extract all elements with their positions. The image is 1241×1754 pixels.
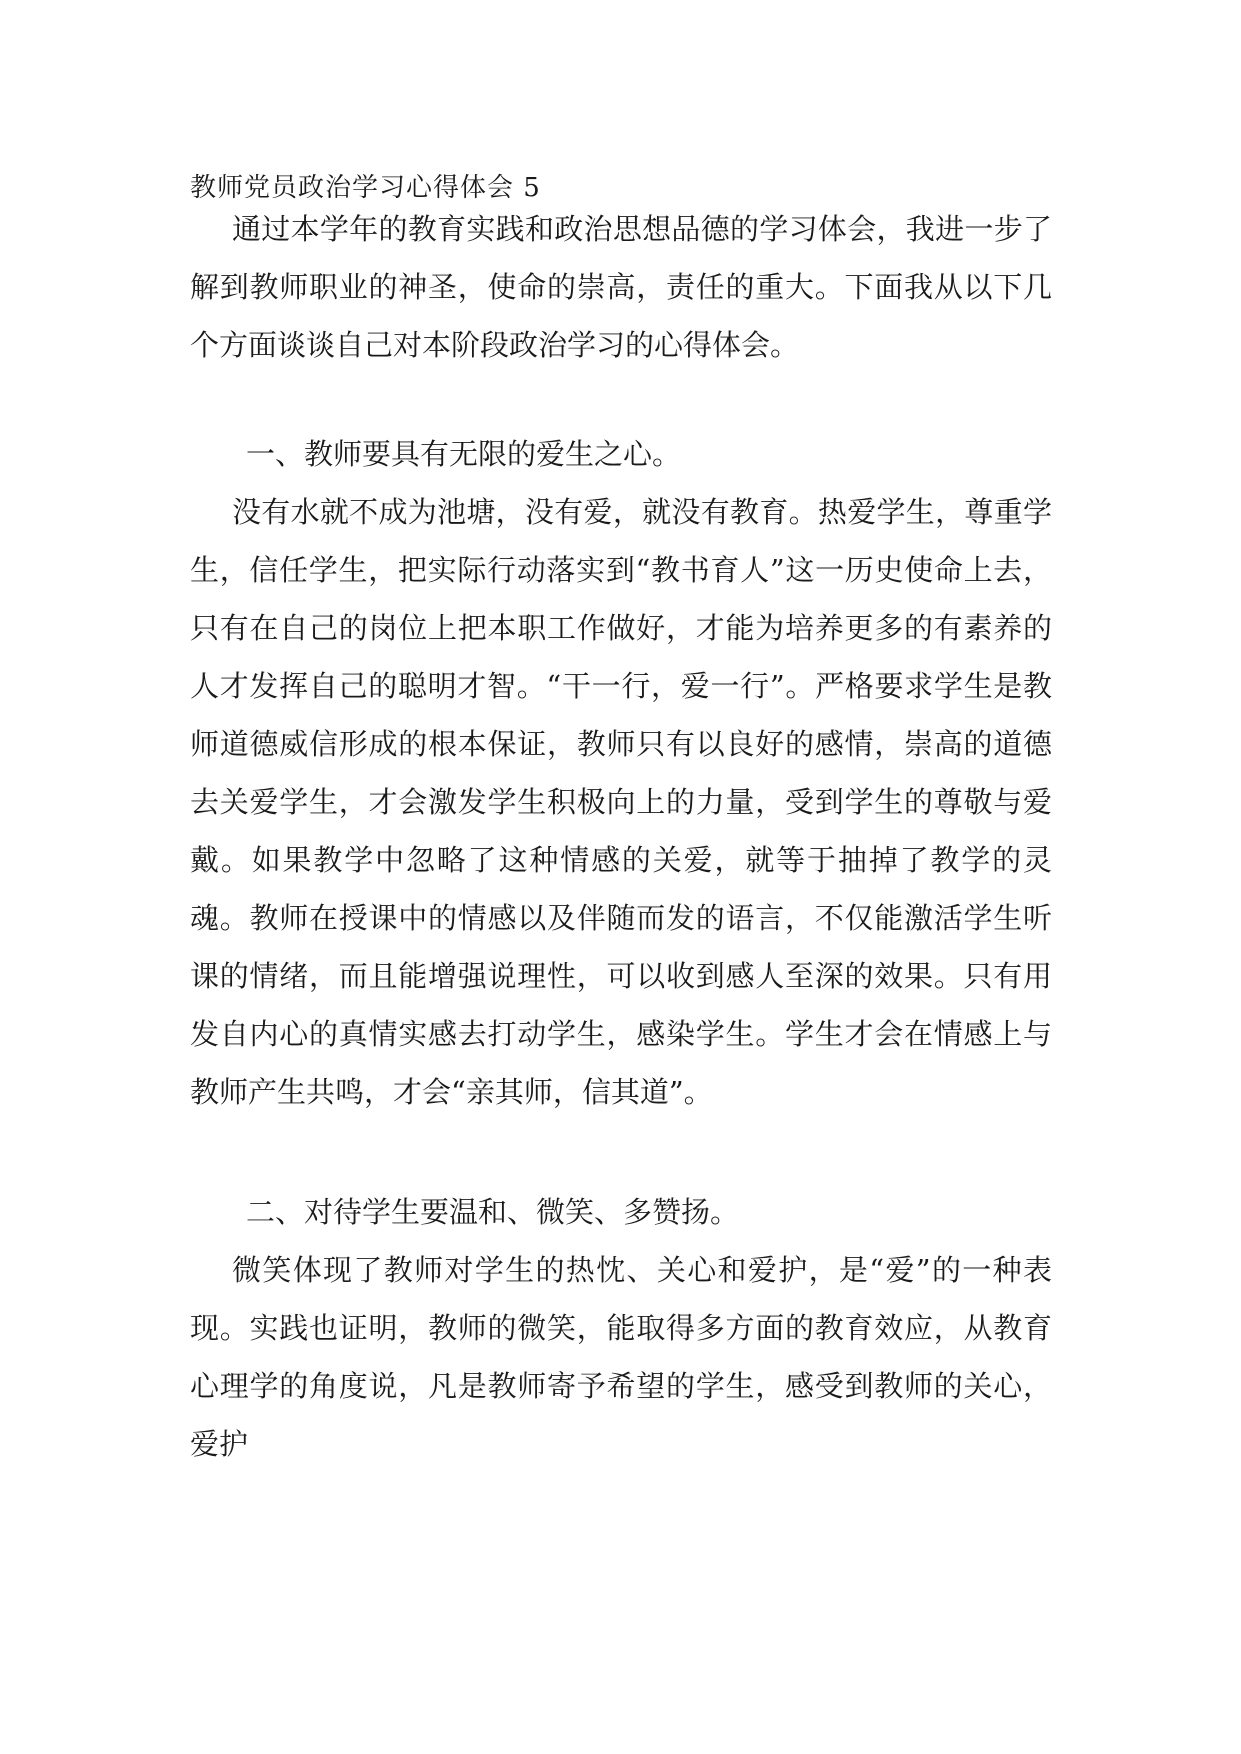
section-2-heading: 二、对待学生要温和、微笑、多赞扬。	[246, 1195, 740, 1229]
intro-paragraph: 通过本学年的教育实践和政治思想品德的学习体会，我进一步了解到教师职业的神圣，使命的崇高，责任的重大。下面我从以下几个方面谈谈自己对本阶段政治学习的心得体会。	[190, 212, 1052, 362]
document-title: 教师党员政治学习心得体会 5	[190, 173, 541, 203]
section-1-paragraph: 没有水就不成为池塘，没有爱，就没有教育。热爱学生，尊重学生，信任学生，把实际行动落实到“教书育人”这一历史使命上去，只有在自己的岗位上把本职工作做好，才能为培养更多的有素养的人才发挥自己的聪明才智。“干一行，爱一行”。严格要求学生是教师道德威信形成的根本保证，教师只有以良好的感情，崇高的道德去关爱学生，才会激发学生积极向上的力量，受到学生的尊敬与爱戴。如果教学中忽略了这种情感的关爱，就等于抽掉了教学的灵魂。教师在授课中的情感以及伴随而发的语言，不仅能激活学生听课的情绪，而且能增强说理性，可以收到感人至深的效果。只有用发自内心的真情实感去打动学生，感染学生。学生才会在情感上与教师产生共鸣，才会“亲其师，信其道”。	[190, 495, 1052, 1109]
section-2-paragraph: 微笑体现了教师对学生的热忱、关心和爱护，是“爱”的一种表现。实践也证明，教师的微笑，能取得多方面的教育效应，从教育心理学的角度说，凡是教师寄予希望的学生，感受到教师的关心，爱护	[190, 1253, 1052, 1461]
section-1-heading: 一、教师要具有无限的爱生之心。	[246, 437, 682, 471]
